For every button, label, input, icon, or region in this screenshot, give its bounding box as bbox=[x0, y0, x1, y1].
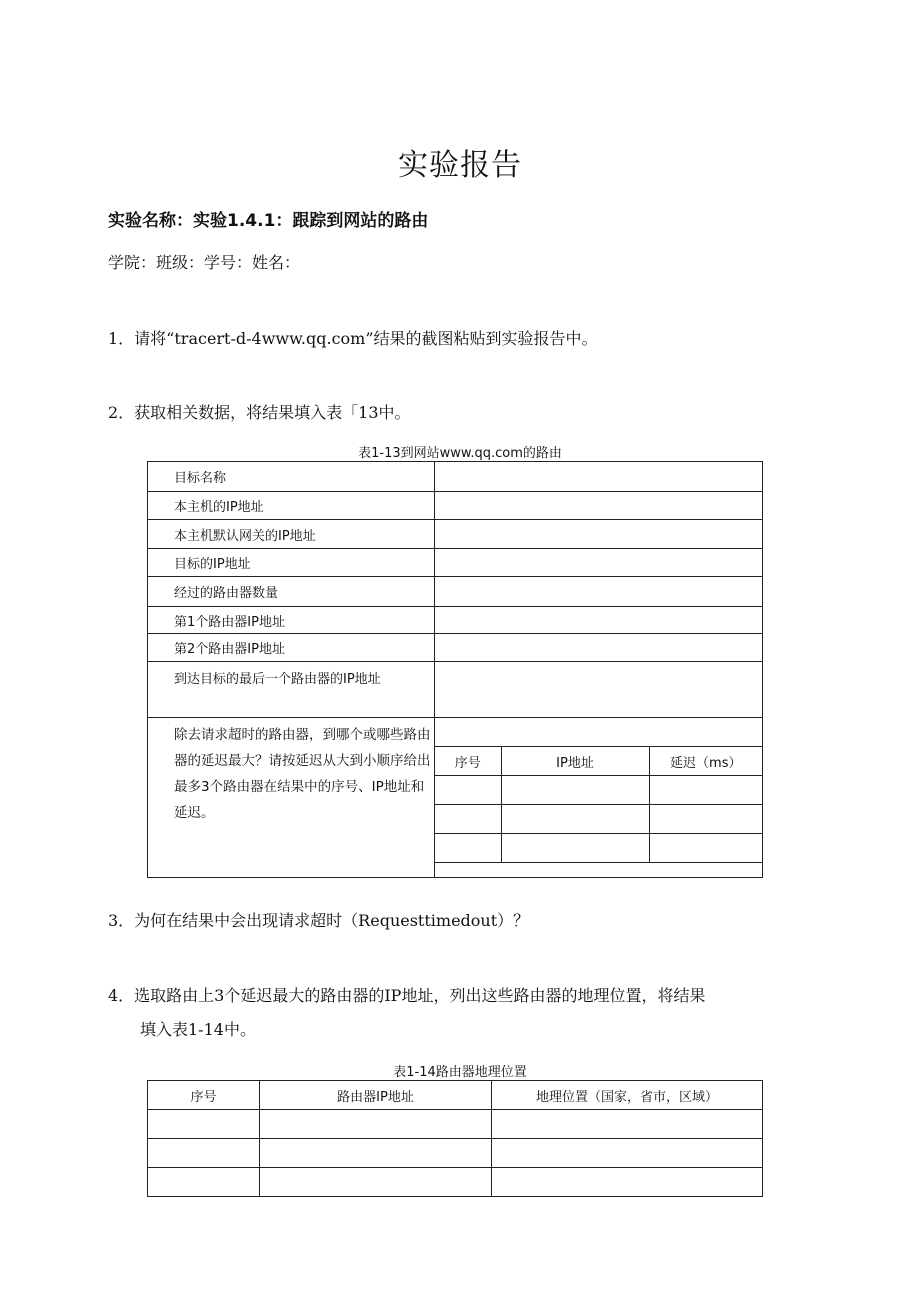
page-title: 实验报告 bbox=[398, 148, 522, 183]
delay-subtable bbox=[435, 747, 762, 877]
table-cell[interactable] bbox=[148, 1168, 260, 1197]
sub-cell[interactable] bbox=[501, 805, 649, 834]
sub-cell[interactable] bbox=[435, 776, 501, 805]
sub-cell[interactable] bbox=[649, 834, 762, 863]
table-cell[interactable] bbox=[492, 1110, 763, 1139]
header-router-ip: 路由器IP地址 bbox=[260, 1081, 492, 1110]
answer-cell[interactable] bbox=[435, 492, 763, 520]
sub-header-delay: 延迟（ms） bbox=[649, 747, 762, 776]
table2-caption: 表1-14路由器地理位置 bbox=[393, 1065, 527, 1080]
sub-cell[interactable] bbox=[435, 863, 762, 878]
table-cell[interactable] bbox=[260, 1139, 492, 1168]
answer-cell[interactable] bbox=[435, 549, 763, 577]
experiment-name: 实验名称：实验1.4.1：跟踪到网站的路由 bbox=[108, 211, 429, 231]
table-cell[interactable] bbox=[492, 1168, 763, 1197]
answer-cell[interactable] bbox=[435, 577, 763, 607]
row-label: 本主机的IP地址 bbox=[148, 492, 435, 520]
header-location: 地理位置（国家，省市，区域） bbox=[492, 1081, 763, 1110]
row-label: 本主机默认网关的IP地址 bbox=[148, 520, 435, 549]
answer-cell[interactable] bbox=[435, 607, 763, 634]
answer-cell[interactable] bbox=[435, 520, 763, 549]
delay-answer-line[interactable] bbox=[435, 718, 762, 747]
table1-caption: 表1-13到网站www.qq.com的路由 bbox=[358, 446, 562, 461]
sub-cell[interactable] bbox=[649, 805, 762, 834]
row-label: 目标的IP地址 bbox=[148, 549, 435, 577]
question-4: 4．选取路由上3个延迟最大的路由器的IP地址，列出这些路由器的地理位置，将结果 bbox=[108, 986, 706, 1005]
table-cell[interactable] bbox=[148, 1110, 260, 1139]
answer-cell[interactable] bbox=[435, 662, 763, 718]
question-4-continued: 填入表1-14中。 bbox=[140, 1020, 256, 1039]
answer-cell[interactable] bbox=[435, 462, 763, 492]
table-cell[interactable] bbox=[492, 1139, 763, 1168]
delay-question-label: 除去请求超时的路由器，到哪个或哪些路由器的延迟最大？请按延迟从大到小顺序给出最多3个路由器在结果中的序号、IP地址和延迟。 bbox=[148, 718, 435, 878]
question-1: 1．请将“tracert-d-4www.qq.com”结果的截图粘贴到实验报告中。 bbox=[108, 329, 598, 348]
question-2: 2．获取相关数据，将结果填入表「13中。 bbox=[108, 403, 411, 422]
question-3: 3．为何在结果中会出现请求超时（Requesttimedout）？ bbox=[108, 911, 530, 930]
sub-cell[interactable] bbox=[501, 776, 649, 805]
row-label: 第2个路由器IP地址 bbox=[148, 634, 435, 662]
row-label: 经过的路由器数量 bbox=[148, 577, 435, 607]
sub-cell[interactable] bbox=[649, 776, 762, 805]
sub-cell[interactable] bbox=[435, 805, 501, 834]
row-label: 到达目标的最后一个路由器的IP地址 bbox=[148, 662, 435, 718]
row-label: 目标名称 bbox=[148, 462, 435, 492]
sub-cell[interactable] bbox=[435, 834, 501, 863]
table-cell[interactable] bbox=[260, 1168, 492, 1197]
sub-header-ip: IP地址 bbox=[501, 747, 649, 776]
delay-subtable-cell bbox=[435, 718, 763, 878]
router-location-table bbox=[147, 1080, 763, 1197]
sub-cell[interactable] bbox=[501, 834, 649, 863]
row-label: 第1个路由器IP地址 bbox=[148, 607, 435, 634]
route-table bbox=[147, 461, 763, 878]
header-index: 序号 bbox=[148, 1081, 260, 1110]
student-info: 学院：班级：学号：姓名： bbox=[108, 253, 301, 272]
sub-header-index: 序号 bbox=[435, 747, 501, 776]
table-cell[interactable] bbox=[260, 1110, 492, 1139]
answer-cell[interactable] bbox=[435, 634, 763, 662]
table-cell[interactable] bbox=[148, 1139, 260, 1168]
